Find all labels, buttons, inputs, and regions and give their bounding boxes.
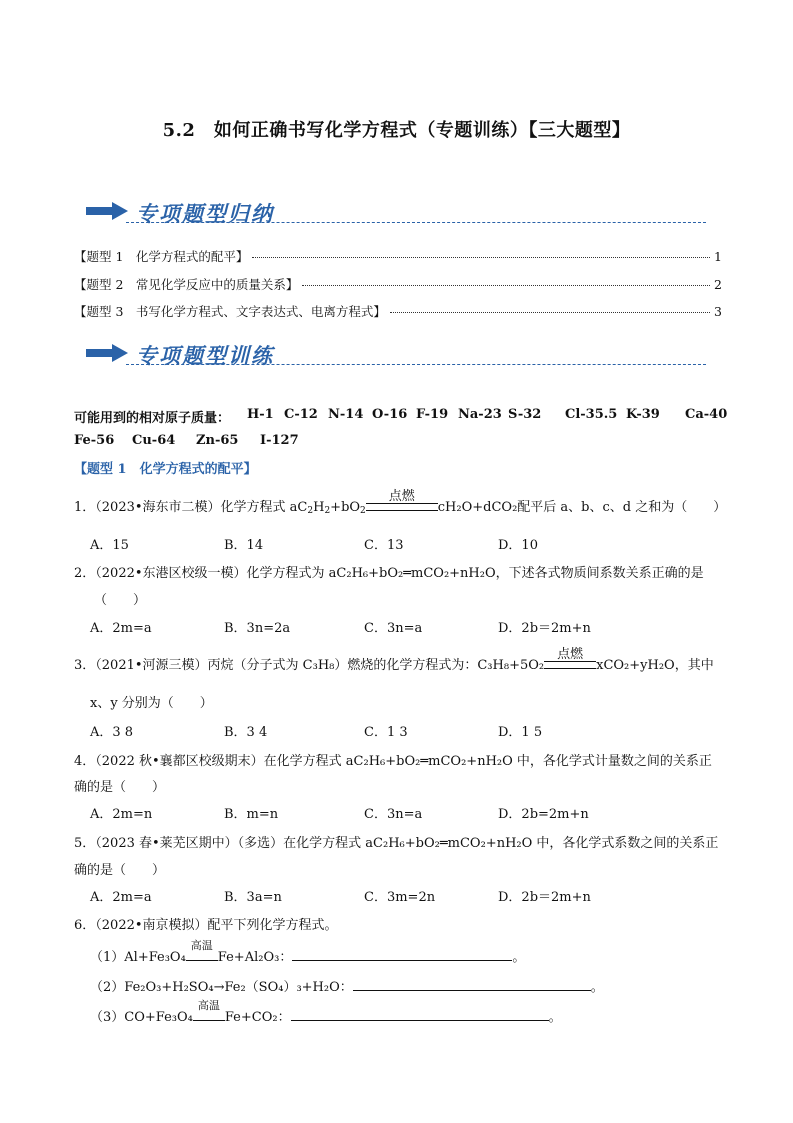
question-6-part-1: （1）Al+Fe₃O₄ 高温 Fe+Al₂O₃： 。 (90, 939, 526, 965)
answer-paren: （ ） (94, 593, 147, 608)
option-a[interactable]: A．3 8 (90, 725, 134, 740)
option-c[interactable]: C．3n=a (364, 621, 423, 636)
section-title: 专项题型归纳 (136, 201, 274, 226)
toc-item[interactable] (74, 275, 722, 293)
atomic-mass: O-16 (372, 407, 408, 422)
atomic-mass: S-32 (508, 407, 542, 422)
toc-item[interactable] (74, 247, 722, 265)
option-b[interactable]: B．m=n (224, 807, 279, 822)
page-title: 5.2 如何正确书写化学方程式（专题训练）【三大题型】 (162, 120, 631, 141)
toc-page: 2 (714, 277, 722, 292)
atomic-mass: K-39 (626, 407, 660, 422)
answer-blank[interactable] (292, 948, 512, 961)
question-3-line2: x、y 分别为（ ） (90, 696, 213, 711)
option-c[interactable]: C．3n=a (364, 807, 423, 822)
option-a[interactable]: A．2m=a (90, 621, 152, 636)
atomic-mass: Cl-35.5 (565, 407, 618, 422)
answer-blank[interactable] (291, 1008, 549, 1021)
toc-leader (390, 312, 710, 313)
question-2: 2．（2022•东港区校级一模）化学方程式为 aC₂H₆+bO₂═mCO₂+nH₂O，下述各式物质间系数关系正确的是 (74, 566, 704, 581)
option-c[interactable]: C．13 (364, 538, 404, 553)
option-a[interactable]: A．15 (90, 538, 129, 553)
atomic-mass: Cu-64 (132, 433, 176, 448)
toc-leader (302, 285, 710, 286)
section-banner-training (86, 340, 706, 370)
option-a[interactable]: A．2m=a (90, 890, 152, 905)
toc-item[interactable] (74, 302, 722, 320)
atomic-mass: Zn-65 (196, 433, 239, 448)
question-5-line2: 确的是（ ） (74, 863, 166, 878)
divider (126, 222, 706, 223)
reaction-condition: 高温 (193, 1010, 225, 1025)
toc-label: 【题型 1 化学方程式的配平】 (74, 249, 249, 264)
option-a[interactable]: A．2m=n (90, 807, 153, 822)
toc-page: 3 (714, 304, 722, 319)
reaction-condition: 点燃 (544, 658, 596, 673)
question-type-heading: 【题型 1 化学方程式的配平】 (74, 462, 257, 477)
question-5: 5．（2023 春•莱芜区期中）（多选）在化学方程式 aC₂H₆+bO₂═mCO₂+nH₂O 中，各化学式系数之间的关系正 (74, 836, 719, 851)
option-d[interactable]: D．1 5 (498, 725, 543, 740)
atomic-mass: N-14 (328, 407, 364, 422)
atomic-mass: Ca-40 (685, 407, 728, 422)
atomic-mass: C-12 (284, 407, 318, 422)
atomic-mass: Na-23 (458, 407, 502, 422)
atomic-mass-label: 可能用到的相对原子质量： (74, 411, 231, 426)
arrow-icon (86, 202, 128, 220)
question-6: 6．（2022•南京模拟）配平下列化学方程式。 (74, 918, 338, 933)
toc-label: 【题型 2 常见化学反应中的质量关系】 (74, 277, 299, 292)
section-title: 专项题型训练 (136, 343, 274, 368)
answer-blank[interactable] (353, 978, 591, 991)
toc-leader (252, 257, 710, 258)
reaction-condition: 高温 (186, 950, 218, 965)
reaction-condition: 点燃 (366, 500, 438, 515)
question-1: 1．（2023•海东市二模）化学方程式 $aC_2H_2+bO_2$ 点燃 cH₂O+dCO₂配平后 a、b、c、d 之和为（ ） (74, 489, 727, 516)
question-6-part-2: （2）Fe₂O₃+H₂SO₄→Fe₂（SO₄）₃+H₂O： 。 (90, 980, 604, 995)
option-d[interactable]: D．2b＝2m+n (498, 621, 591, 636)
question-4-line2: 确的是（ ） (74, 780, 166, 795)
toc-page: 1 (714, 249, 722, 264)
option-c[interactable]: C．3m=2n (364, 890, 436, 905)
option-d[interactable]: D．2b=2m+n (498, 807, 589, 822)
atomic-mass: F-19 (416, 407, 449, 422)
option-d[interactable]: D．2b＝2m+n (498, 890, 591, 905)
question-3: 3．（2021•河源三模）丙烷（分子式为 C₃H₈）燃烧的化学方程式为：C₃H₈+5O₂ 点燃 xCO₂+yH₂O，其中 (74, 647, 714, 673)
atomic-mass: H-1 (247, 407, 274, 422)
question-6-part-3: （3）CO+Fe₃O₄ 高温 Fe+CO₂： 。 (90, 999, 562, 1025)
option-d[interactable]: D．10 (498, 538, 538, 553)
option-b[interactable]: B．3a=n (224, 890, 282, 905)
option-b[interactable]: B．3 4 (224, 725, 268, 740)
option-b[interactable]: B．3n=2a (224, 621, 291, 636)
option-c[interactable]: C．1 3 (364, 725, 408, 740)
atomic-mass: Fe-56 (74, 433, 115, 448)
arrow-icon (86, 344, 128, 362)
section-banner-summary (86, 198, 706, 228)
atomic-mass: I-127 (260, 433, 299, 448)
question-4: 4．（2022 秋•襄都区校级期末）在化学方程式 aC₂H₆+bO₂═mCO₂+nH₂O 中，各化学式计量数之间的关系正 (74, 754, 712, 769)
option-b[interactable]: B．14 (224, 538, 264, 553)
divider (126, 364, 706, 365)
toc-label: 【题型 3 书写化学方程式、文字表达式、电离方程式】 (74, 304, 386, 319)
